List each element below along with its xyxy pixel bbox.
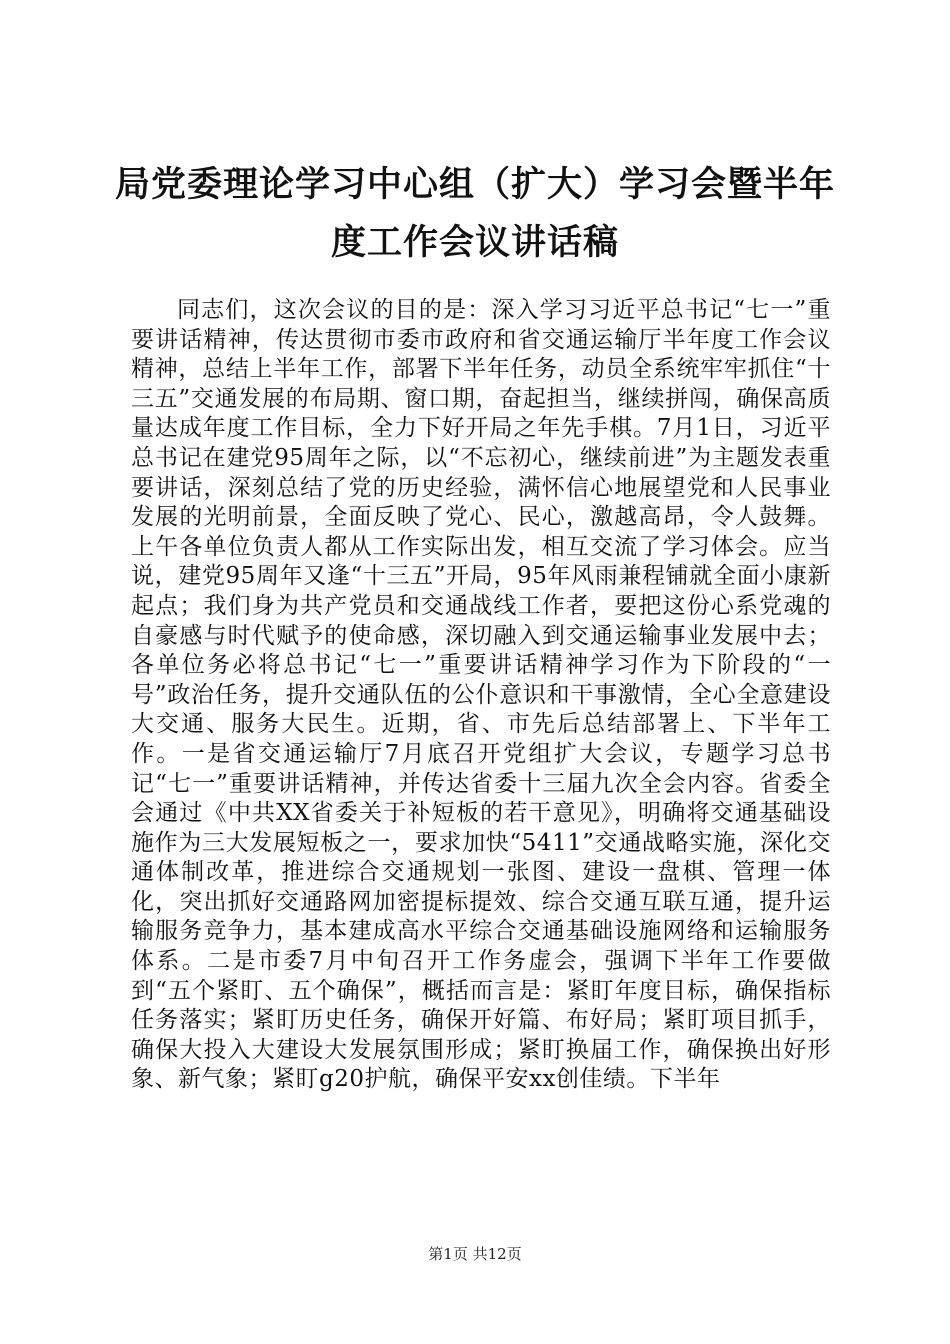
speech-body-paragraph: 同志们，这次会议的目的是：深入学习习近平总书记“七一”重要讲话精神，传达贯彻市委市政府和省交通运输厅半年度工作会议精神，总结上半年工作，部署下半年任务，动员全系统牢牢抓住“十三五”交通发展的布局期、窗口期，奋起担当，继续拼闯，确保高质量达成年度工作目标，全力下好开局之年先手棋。7月1日，习近平总书记在建党95周年之际，以“不忘初心，继续前进”为主题发表重要讲话，深刻总结了党的历史经验，满怀信心地展望党和人民事业发展的光明前景，全面反映了党心、民心，激越高昂，令人鼓舞。上午各单位负责人都从工作实际出发，相互交流了学习体会。应当说，建党95周年又逢“十三五”开局，95年风雨兼程铺就全面小康新起点；我们身为共产党员和交通战线工作者，要把这份心系党魂的自豪感与时代赋予的使命感，深切融入到交通运输事业发展中去；各单位务必将总书记“七一”重要讲话精神学习作为下阶段的“一号”政治任务，提升交通队伍的公仆意识和干事激情，全心全意建设大交通、服务大民生。近期，省、市先后总结部署上、下半年工作。一是省交通运输厅7月底召开党组扩大会议，专题学习总书记“七一”重要讲话精神，并传达省委十三届九次全会内容。省委全会通过《中共XX省委关于补短板的若干意见》，明确将交通基础设施作为三大发展短板之一，要求加快“5411”交通战略实施，深化交通体制改革，推进综合交通规划一张图、建设一盘棋、管理一体化，突出抓好交通路网加密提标提效、综合交通互联互通，提升运输服务竞争力，基本建成高水平综合交通基础设施网络和运输服务体系。二是市委7月中旬召开工作务虚会，强调下半年工作要做到“五个紧盯、五个确保”，概括而言是：紧盯年度目标，确保指标任务落实；紧盯历史任务，确保开好篇、布好局；紧盯项目抓手，确保大投入大建设大发展氛围形成；紧盯换届工作，确保换出好形象、新气象；紧盯g20护航，确保平安xx创佳绩。下半年 (131, 297, 831, 1093)
page-number-footer: 第1页 共12页 (428, 1245, 522, 1263)
document-title-line-2: 度工作会议讲话稿 (330, 223, 619, 263)
document-title-line-1: 局党委理论学习中心组（扩大）学习会暨半年 (114, 165, 835, 205)
